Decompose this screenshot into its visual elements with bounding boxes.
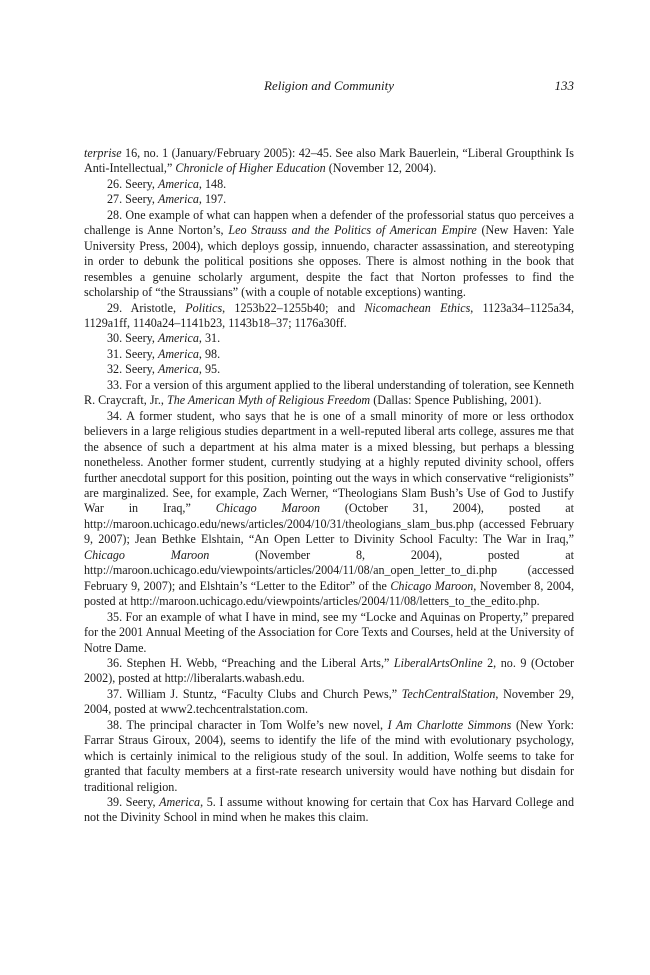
endnote-continuation [84,146,574,177]
italic-title: TechCentralStation [401,686,496,701]
note-text: , 95. [198,362,221,377]
note-text: , 1253b22–1255b40; and [222,300,365,315]
note-text: 39. Seery, [107,795,160,810]
italic-title: America [157,176,199,191]
note-text: 34. A former student, who says that he is one of a small minority of more or less orthodox believers in a large religious studies department in a well-reputed liberal arts college, assures me that the absence of such a department at his alma mater is a mixed blessing, but perhaps a blessing nonetheless. Another former student, currently studying at a highly reputed divinity school, offers further anecdotal support for this position, pointing out the ways in which conservative “religionists” are marginalized. See, for example, Zach Werner, “Theologians Slam Bush’s Use of God to Justify War in Iraq,” [84,408,574,516]
endnote-31 [84,347,574,362]
endnote-38 [84,718,574,795]
note-text: , 148. [198,176,227,191]
note-text: 36. Stephen H. Webb, “Preaching and the Liberal Arts,” [107,655,394,670]
italic-title: Politics [185,300,223,315]
endnote-30 [84,331,574,346]
endnote-34 [84,409,574,610]
note-text: 30. Seery, [107,331,158,346]
endnote-32 [84,362,574,377]
endnote-26 [84,177,574,192]
note-text: 31. Seery, [107,346,158,361]
note-text: , 31. [198,331,221,346]
italic-title: I Am Charlotte Simmons [387,717,512,732]
italic-title: The American Myth of Religious Freedom [166,393,371,408]
note-text: 28. One example of what can happen when a defender of the professorial status quo perceives a challenge is Anne Norton’s, [84,207,574,238]
italic-title: America [157,331,199,346]
note-text: , 1123a34–1125a34, 1129a1ff, 1140a24–1141b23, 1143b18–37; 1176a30ff. [84,300,574,330]
note-text: 33. For a version of this argument applied to the liberal understanding of toleration, see Kenneth R. Craycraft, Jr., [84,377,574,408]
note-text: , November 29, 2004, posted at www2.techcentralstation.com. [84,686,574,717]
note-text: , 197. [198,192,227,207]
endnotes-list [84,146,574,826]
running-title: Religion and Community [264,78,394,93]
italic-title: Chicago Maroon [390,578,474,593]
italic-title: America [159,795,201,810]
note-text: 27. Seery, [107,192,158,207]
endnote-35 [84,610,574,656]
endnote-28 [84,208,574,301]
note-text: 29. Aristotle, [107,300,186,315]
endnote-39 [84,795,574,826]
note-text: (November 12, 2004). [325,161,437,176]
endnote-36 [84,656,574,687]
italic-title: Chicago Maroon [84,547,210,562]
note-text: 2, no. 9 (October 2002), posted at http://liberalarts.wabash.edu. [84,655,574,686]
note-text: 38. The principal character in Tom Wolfe’s new novel, [107,717,388,732]
italic-title: Chicago Maroon [215,501,321,516]
note-text: , 5. I assume without knowing for certain that Cox has Harvard College and not the Divinity School in mind when he makes this claim. [84,795,575,825]
italic-title: Leo Strauss and the Politics of American Empire [228,223,477,238]
italic-title: America [157,362,199,377]
note-text: (October 31, 2004), posted at http://maroon.uchicago.edu/news/articles/2004/10/31/theologians_slam_bus.php (accessed February 9, 2007); Jean Bethke Elshtain, “An Open Letter to Divinity School Faculty: The War in Iraq,” [84,501,574,547]
note-text: , 98. [198,346,221,361]
italic-title: LiberalArtsOnline [393,655,483,670]
italic-title: terprise [84,146,122,160]
endnote-27 [84,192,574,207]
page-number: 133 [554,78,574,93]
note-text: 35. For an example of what I have in mind, see my “Locke and Aquinas on Property,” prepared for the 2001 Annual Meeting of the Association for Core Texts and Courses, held at the University of Notre Dame. [84,609,574,655]
note-text: (Dallas: Spence Publishing, 2001). [370,393,542,408]
endnote-37 [84,687,574,718]
note-text: (November 8, 2004), posted at http://maroon.uchicago.edu/viewpoints/articles/2004/11/08/an_open_letter_to_di.php (accessed February 9, 2007); and Elshtain’s “Letter to the Editor” of the [84,547,574,593]
note-text: 26. Seery, [107,176,158,191]
note-text: (New Haven: Yale University Press, 2004), which deploys gossip, innuendo, character assassination, and stereotyping in order to debunk the political positions she opposes. There is almost nothing in the book that resembles a genuine scholarly argument, despite the fact that Norton professes to find the scholarship of “the Straussians” (with a couple of notable exceptions) wanting. [84,223,574,300]
note-text: , November 8, 2004, posted at http://maroon.uchicago.edu/viewpoints/articles/2004/11/08/letters_to_the_edito.php. [84,578,575,609]
note-text: 32. Seery, [107,362,158,377]
endnote-33 [84,378,574,409]
note-text: 37. William J. Stuntz, “Faculty Clubs and Church Pews,” [107,686,402,701]
endnote-29 [84,301,574,332]
italic-title: America [157,192,199,207]
note-text: (New York: Farrar Straus Giroux, 2004), seems to identify the life of the mind with evolutionary psychology, which is certainly inimical to the religious study of the soul. In addition, Wolfe seems to take for granted that faculty members at a first-rate research university would have nothing but disdain for traditional religion. [84,717,574,794]
italic-title: America [157,346,199,361]
running-head [84,78,574,98]
italic-title: Chronicle of Higher Education [175,161,326,176]
note-text: 16, no. 1 (January/February 2005): 42–45. See also Mark Bauerlein, “Liberal Groupthink Is Anti-Intellectual,” [84,146,574,176]
italic-title: Nicomachean Ethics [364,300,471,315]
